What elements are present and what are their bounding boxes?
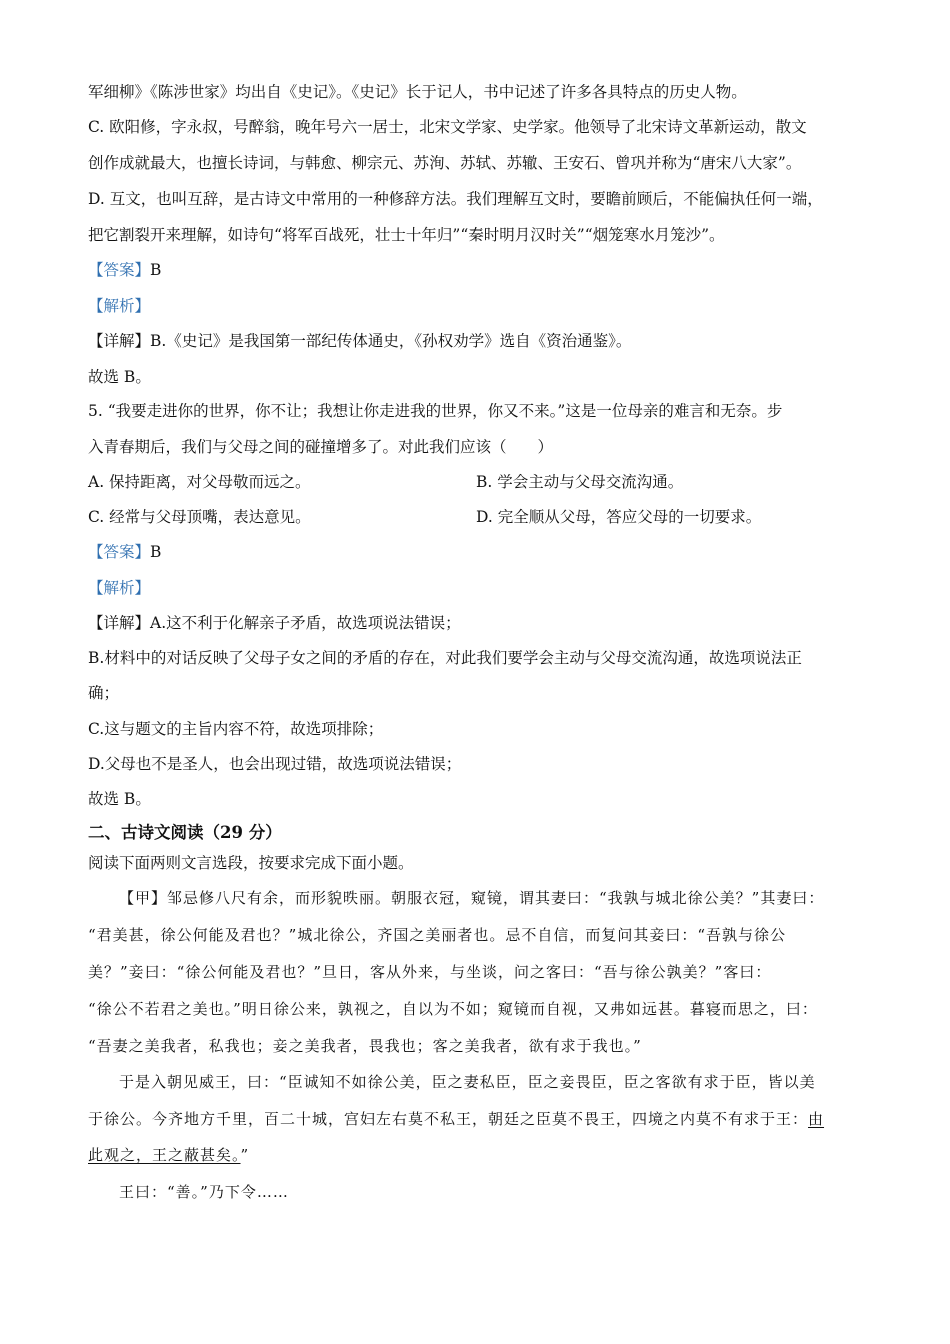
passage-para3-line1: 王曰：“善。”乃下令…… [119,1183,289,1201]
passage-para2-line1: 于是入朝见威王，曰：“臣诚知不如徐公美，臣之妻私臣，臣之妾畏臣，臣之客欲有求于臣，皆以美 [119,1073,816,1091]
passage-para1-line5: “吾妻之美我者，私我也；妾之美我者，畏我也；客之美我者，欲有求于我也。” [88,1037,642,1055]
q5-detail-c: C.这与题文的主旨内容不符，故选项排除； [88,720,384,738]
q5-detail-d: D.父母也不是圣人，也会出现过错，故选项说法错误； [88,755,462,773]
q5-detail-b-line2: 确； [88,684,120,702]
passage-para1-line3: 美？”妾曰：“徐公何能及君也？”旦日，客从外来，与坐谈，问之客曰：“吾与徐公孰美？”客曰： [88,963,772,981]
q5-answer [88,541,161,563]
answer-value: B [150,261,162,279]
passage-para1-line4: “徐公不若君之美也。”明日徐公来，孰视之，自以为不如；窥镜而自视，又弗如远甚。暮寝而思之，曰： [88,1000,818,1018]
q4-analysis-tag: 【解析】 [88,297,151,315]
q4-conclusion: 故选 B。 [88,368,151,386]
passage-para2-line3 [88,1144,249,1166]
underlined-sentence-start: 由 [808,1110,825,1128]
q5-option-b: B. 学会主动与父母交流沟通。 [476,473,684,491]
answer-tag: 【答案】 [88,261,151,279]
q4-option-d-line2: 把它割裂开来理解，如诗句“将军百战死，壮士十年归”“秦时明月汉时关”“烟笼寒水月笼沙”。 [88,226,725,244]
passage-para2-line2 [88,1108,824,1130]
section-instruction: 阅读下面两则文言选段，按要求完成下面小题。 [88,854,414,872]
passage-text: ” [240,1146,250,1164]
q5-detail-b-line1: B.材料中的对话反映了父母子女之间的矛盾的存在，对此我们要学会主动与父母交流沟通，故选项说法正 [88,649,802,667]
section-heading: 二、古诗文阅读（29 分） [88,823,282,842]
underlined-sentence: 此观之，王之蔽甚矣。 [88,1146,241,1164]
q4-option-c-line2: 创作成就最大，也擅长诗词，与韩愈、柳宗元、苏洵、苏轼、苏辙、王安石、曾巩并称为“唐宋八大家”。 [88,154,802,172]
passage-para1-line1: 【甲】邹忌修八尺有余，而形貌昳丽。朝服衣冠，窥镜，谓其妻曰：“我孰与城北徐公美？”其妻曰： [119,889,825,907]
q5-option-d: D. 完全顺从父母，答应父母的一切要求。 [476,508,762,526]
detail-tag: 【详解】 [88,614,151,632]
q5-detail-a [88,612,461,634]
passage-text: 于徐公。今齐地方千里，百二十城，宫妇左右莫不私王，朝廷之臣莫不畏王，四境之内莫不有求于王： [88,1110,809,1128]
detail-text: B.《史记》是我国第一部纪传体通史，《孙权劝学》选自《资治通鉴》。 [150,332,632,350]
q4-option-b-tail: 军细柳》《陈涉世家》均出自《史记》。《史记》长于记人，书中记述了许多各具特点的历史人物。 [88,83,747,101]
q5-stem-line2: 入青春期后，我们与父母之间的碰撞增多了。对此我们应该（ ） [88,438,554,456]
q5-analysis-tag: 【解析】 [88,579,151,597]
q4-option-d-line1: D. 互文，也叫互辞，是古诗文中常用的一种修辞方法。我们理解互文时，要瞻前顾后，不能偏执任何一端， [88,190,823,208]
answer-value: B [150,543,162,561]
q4-option-c-line1: C. 欧阳修，字永叔，号醉翁，晚年号六一居士，北宋文学家、史学家。他领导了北宋诗文革新运动，散文 [88,118,807,136]
q4-detail [88,330,631,352]
answer-tag: 【答案】 [88,543,151,561]
q5-stem-line1: 5. “我要走进你的世界，你不让；我想让你走进我的世界，你又不来。”这是一位母亲的难言和无奈。步 [88,402,783,420]
detail-text: A.这不利于化解亲子矛盾，故选项说法错误； [150,614,461,632]
q4-answer [88,259,161,281]
detail-tag: 【详解】 [88,332,151,350]
q5-option-c: C. 经常与父母顶嘴，表达意见。 [88,508,311,526]
q5-conclusion: 故选 B。 [88,790,151,808]
passage-para1-line2: “君美甚，徐公何能及君也？”城北徐公，齐国之美丽者也。忌不自信，而复问其妾曰：“吾孰与徐公 [88,926,787,944]
q5-option-a: A. 保持距离，对父母敬而远之。 [88,473,311,491]
